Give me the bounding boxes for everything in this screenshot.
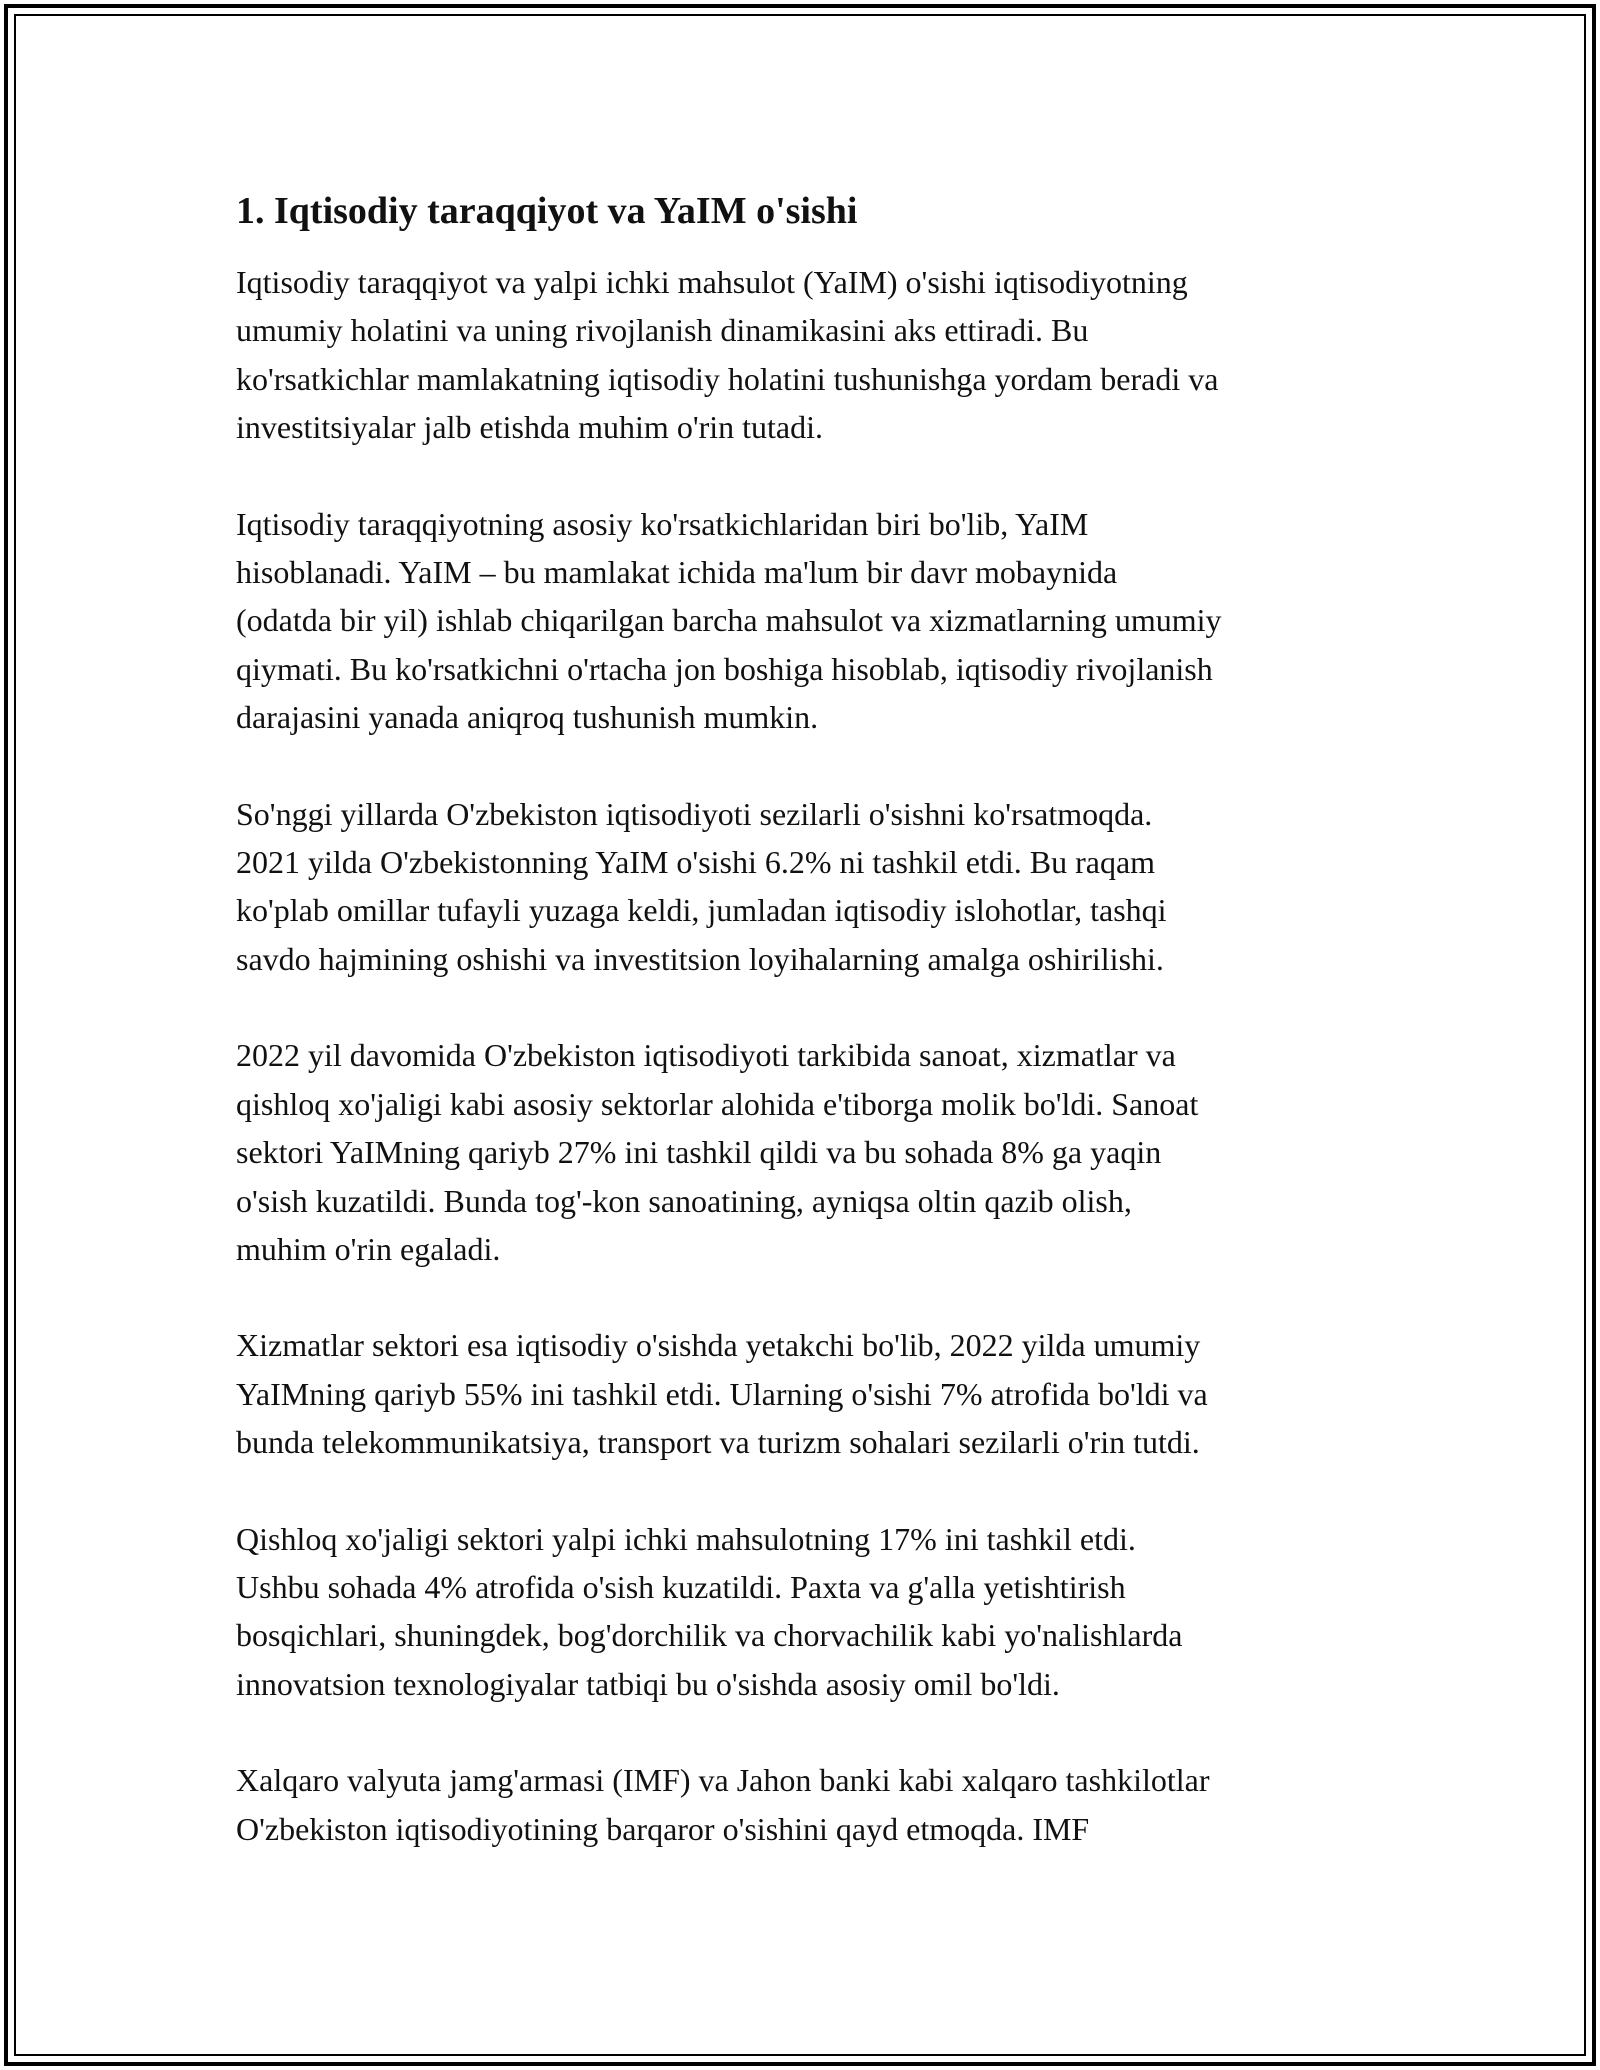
text-line: muhim o'rin egaladi. — [236, 1230, 501, 1267]
text-line: umumiy holatini va uning rivojlanish dinamikasini aks ettiradi. Bu — [236, 312, 1089, 349]
text-line: Ushbu sohada 4% atrofida o'sish kuzatildi. Paxta va g'alla yetishtirish — [236, 1568, 1126, 1605]
text-line: innovatsion texnologiyalar tatbiqi bu o'sishda asosiy omil bo'ldi. — [236, 1665, 1060, 1702]
text-line: sektori YaIMning qariyb 27% ini tashkil qildi va bu sohada 8% ga yaqin — [236, 1134, 1162, 1171]
text-line: 2022 yil davomida O'zbekiston iqtisodiyoti tarkibida sanoat, xizmatlar va — [236, 1037, 1176, 1074]
text-line: Iqtisodiy taraqqiyot va yalpi ichki mahsulot (YaIM) o'sishi iqtisodiyotning — [236, 264, 1188, 300]
text-line: (odatda bir yil) ishlab chiqarilgan barcha mahsulot va xizmatlarning umumiy — [236, 602, 1222, 639]
text-line: So'nggi yillarda O'zbekiston iqtisodiyoti sezilarli o'sishni ko'rsatmoqda. — [236, 795, 1153, 832]
text-line: O'zbekiston iqtisodiyotining barqaror o'sishini qayd etmoqda. IMF — [236, 1810, 1090, 1847]
paragraph — [236, 790, 1376, 984]
text-line: bunda telekommunikatsiya, transport va turizm sohalari sezilarli o'rin tutdi. — [236, 1424, 1200, 1461]
paragraph-list — [236, 258, 1376, 1853]
text-line: savdo hajmining oshishi va investitsion loyihalarning amalga oshirilishi. — [236, 940, 1164, 977]
text-line: Iqtisodiy taraqqiyotning asosiy ko'rsatkichlaridan biri bo'lib, YaIM — [236, 505, 1089, 542]
text-line: ko'rsatkichlar mamlakatning iqtisodiy holatini tushunishga yordam beradi va — [236, 360, 1219, 397]
text-line: YaIMning qariyb 55% ini tashkil etdi. Ularning o'sishi 7% atrofida bo'ldi va — [236, 1375, 1208, 1412]
text-line: Xizmatlar sektori esa iqtisodiy o'sishda yetakchi bo'lib, 2022 yilda umumiy — [236, 1327, 1201, 1364]
text-line: investitsiyalar jalb etishda muhim o'rin tutadi. — [236, 409, 823, 446]
document-body — [236, 186, 1376, 1901]
text-line: hisoblanadi. YaIM – bu mamlakat ichida ma'lum bir davr mobaynida — [236, 554, 1118, 591]
paragraph — [236, 1756, 1376, 1853]
text-line: qishloq xo'jaligi kabi asosiy sektorlar alohida e'tiborga molik bo'ldi. Sanoat — [236, 1085, 1199, 1122]
text-line: qiymati. Bu ko'rsatkichni o'rtacha jon boshiga hisoblab, iqtisodiy rivojlanish — [236, 650, 1213, 687]
paragraph — [236, 1321, 1376, 1466]
paragraph — [236, 1031, 1376, 1273]
text-line: Qishloq xo'jaligi sektori yalpi ichki mahsulotning 17% ini tashkil etdi. — [236, 1520, 1136, 1557]
section-heading: 1. Iqtisodiy taraqqiyot va YaIM o'sishi — [236, 190, 858, 232]
text-line: o'sish kuzatildi. Bunda tog'-kon sanoatining, ayniqsa oltin qazib olish, — [236, 1182, 1132, 1219]
text-line: bosqichlari, shuningdek, bog'dorchilik va chorvachilik kabi yo'nalishlarda — [236, 1617, 1183, 1654]
text-line: Xalqaro valyuta jamg'armasi (IMF) va Jahon banki kabi xalqaro tashkilotlar — [236, 1762, 1210, 1799]
text-line: 2021 yilda O'zbekistonning YaIM o'sishi 6.2% ni tashkil etdi. Bu raqam — [236, 844, 1156, 881]
text-line: darajasini yanada aniqroq tushunish mumkin. — [236, 699, 819, 736]
paragraph — [236, 258, 1376, 452]
paragraph — [236, 1515, 1376, 1709]
text-line: ko'plab omillar tufayli yuzaga keldi, jumladan iqtisodiy islohotlar, tashqi — [236, 892, 1167, 929]
paragraph — [236, 500, 1376, 742]
